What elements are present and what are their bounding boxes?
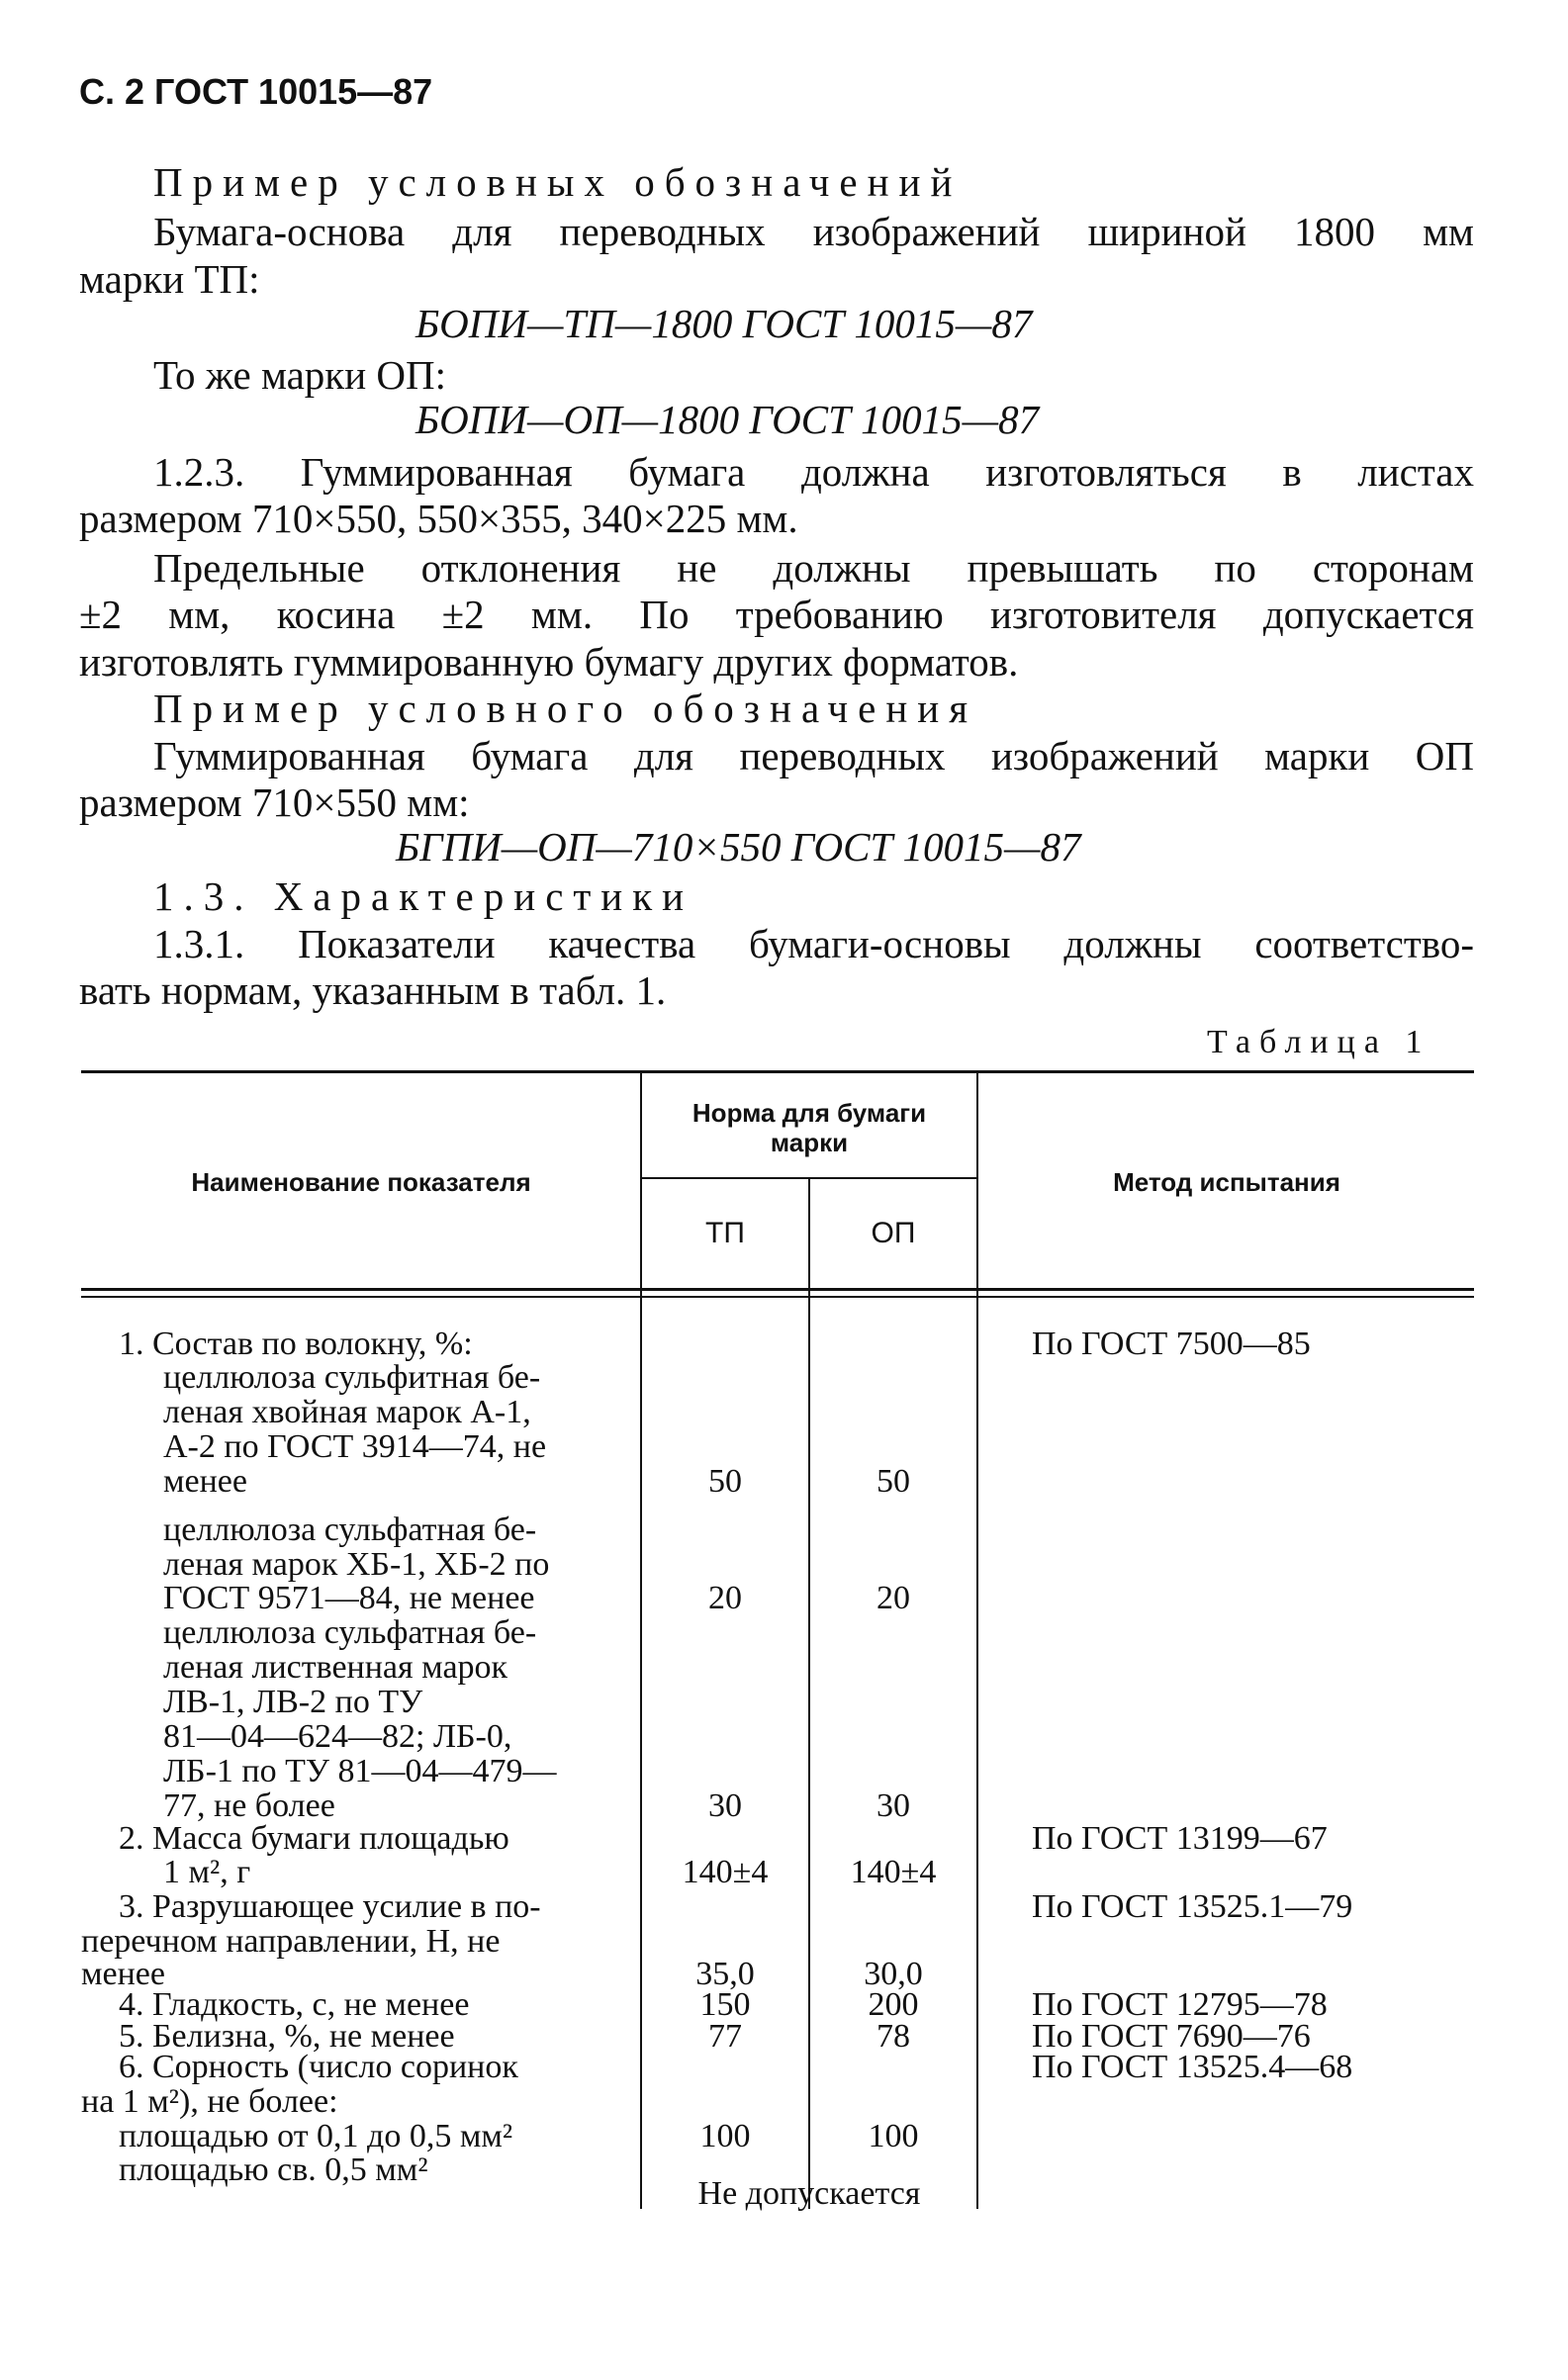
row-op-cell: 50 bbox=[876, 1463, 910, 1500]
row-name-cell: 81—04—624—82; ЛБ-0, bbox=[163, 1718, 512, 1755]
row-name-cell: 1 м², г bbox=[163, 1854, 251, 1890]
row-name-cell: целлюлоза сульфатная бе- bbox=[163, 1511, 537, 1548]
row-name-cell: менее bbox=[163, 1463, 247, 1500]
row-name-cell: целлюлоза сульфатная бе- bbox=[163, 1614, 537, 1651]
row-tp-cell: 20 bbox=[708, 1580, 742, 1616]
row-name-cell: площадью от 0,1 до 0,5 мм² bbox=[119, 2118, 513, 2154]
row-op-cell: 140±4 bbox=[850, 1854, 937, 1890]
header-op: ОП bbox=[871, 1217, 916, 1249]
clause-text-line: ±2 мм, косина ±2 мм. По требованию изготовителя допускается bbox=[79, 592, 1474, 637]
row-tp-cell: 30 bbox=[708, 1787, 742, 1824]
table-header-rule-2 bbox=[81, 1296, 1474, 1298]
row-name-cell: менее bbox=[81, 1956, 165, 1992]
table-caption: Таблица 1 bbox=[1207, 1024, 1431, 1060]
row-tp-cell: 35,0 bbox=[695, 1956, 755, 1992]
row-tp-cell: 77 bbox=[708, 2018, 742, 2055]
row-name-cell: 77, не более bbox=[163, 1787, 335, 1824]
example-heading: Пример условных обозначений bbox=[153, 159, 963, 205]
row-tp-cell: 150 bbox=[699, 1986, 751, 2023]
table-top-rule bbox=[81, 1070, 1474, 1073]
page-header: С. 2 ГОСТ 10015—87 bbox=[79, 71, 433, 112]
row-name-cell: А-2 по ГОСТ 3914—74, не bbox=[163, 1428, 547, 1465]
row-name-cell: ЛБ-1 по ТУ 81—04—479— bbox=[163, 1753, 557, 1789]
row-op-cell: 30 bbox=[876, 1787, 910, 1824]
row-op-cell: 78 bbox=[876, 2018, 910, 2055]
section-heading: 1.3. Характеристики bbox=[153, 873, 694, 919]
row-op-cell: 100 bbox=[868, 2118, 919, 2154]
clause-text-line: 1.2.3. Гуммированная бумага должна изготовляться в листах bbox=[153, 449, 1474, 495]
row-op-cell: 200 bbox=[868, 1986, 919, 2023]
clause-text-line: изготовлять гуммированную бумагу других форматов. bbox=[79, 639, 1019, 685]
row-method-cell: По ГОСТ 12795—78 bbox=[1032, 1986, 1328, 2023]
clause-text-line: размером 710×550, 550×355, 340×225 мм. bbox=[79, 496, 798, 541]
column-divider bbox=[640, 1073, 642, 2209]
row-name-cell: площадью св. 0,5 мм² bbox=[119, 2151, 428, 2188]
row-op-cell: 30,0 bbox=[864, 1956, 923, 1992]
row-method-cell: По ГОСТ 13525.4—68 bbox=[1032, 2049, 1353, 2085]
designation-code: БГПИ—ОП—710×550 ГОСТ 10015—87 bbox=[396, 824, 1081, 870]
merged-cell-value: Не допускается bbox=[697, 2175, 921, 2212]
table-header-rule bbox=[81, 1288, 1474, 1291]
example-heading: Пример условного обозначения bbox=[153, 686, 978, 731]
row-method-cell: По ГОСТ 7690—76 bbox=[1032, 2018, 1311, 2055]
header-method: Метод испытания bbox=[1113, 1167, 1340, 1197]
row-op-cell: 20 bbox=[876, 1580, 910, 1616]
designation-code: БОПИ—ОП—1800 ГОСТ 10015—87 bbox=[415, 397, 1040, 442]
row-method-cell: По ГОСТ 7500—85 bbox=[1032, 1326, 1311, 1362]
row-name-cell: леная хвойная марок А-1, bbox=[163, 1394, 531, 1430]
designation-code: БОПИ—ТП—1800 ГОСТ 10015—87 bbox=[415, 301, 1033, 346]
row-name-cell: на 1 м²), не более: bbox=[81, 2083, 338, 2120]
row-name-cell: 5. Белизна, %, не менее bbox=[119, 2018, 455, 2055]
row-name-cell: 4. Гладкость, с, не менее bbox=[119, 1986, 470, 2023]
row-name-cell: 6. Сорность (число соринок bbox=[119, 2049, 518, 2085]
row-tp-cell: 100 bbox=[699, 2118, 751, 2154]
row-name-cell: перечном направлении, Н, не bbox=[81, 1923, 501, 1960]
row-name-cell: ЛВ-1, ЛВ-2 по ТУ bbox=[163, 1684, 423, 1720]
row-method-cell: По ГОСТ 13199—67 bbox=[1032, 1820, 1328, 1857]
example-text-line: Гуммированная бумага для переводных изображений марки ОП bbox=[153, 733, 1474, 778]
row-name-cell: ГОСТ 9571—84, не менее bbox=[163, 1580, 535, 1616]
row-tp-cell: 50 bbox=[708, 1463, 742, 1500]
row-name-cell: 3. Разрушающее усилие в по- bbox=[119, 1888, 541, 1925]
column-divider bbox=[808, 1179, 810, 2209]
row-name-cell: леная марок ХБ-1, ХБ-2 по bbox=[163, 1546, 550, 1583]
row-name-cell: целлюлоза сульфитная бе- bbox=[163, 1359, 541, 1396]
row-name-cell: 1. Состав по волокну, %: bbox=[119, 1326, 473, 1362]
row-name-cell: 2. Масса бумаги площадью bbox=[119, 1820, 509, 1857]
section-text-line: вать нормам, указанным в табл. 1. bbox=[79, 967, 667, 1013]
header-tp: ТП bbox=[705, 1217, 745, 1249]
row-tp-cell: 140±4 bbox=[682, 1854, 769, 1890]
example-text-line: размером 710×550 мм: bbox=[79, 779, 470, 825]
clause-text-line: Предельные отклонения не должны превышать по сторонам bbox=[153, 545, 1474, 591]
header-name: Наименование показателя bbox=[191, 1167, 531, 1197]
example-text-line: марки ТП: bbox=[79, 256, 260, 302]
header-norm: Норма для бумаги марки bbox=[692, 1098, 927, 1157]
row-name-cell: леная лиственная марок bbox=[163, 1649, 508, 1686]
column-divider bbox=[976, 1073, 978, 2209]
example-text-line: Бумага-основа для переводных изображений шириной 1800 мм bbox=[153, 209, 1474, 254]
row-method-cell: По ГОСТ 13525.1—79 bbox=[1032, 1888, 1353, 1925]
section-text-line: 1.3.1. Показатели качества бумаги-основы должны соответство- bbox=[153, 921, 1474, 966]
example-text-line: То же марки ОП: bbox=[153, 352, 447, 398]
